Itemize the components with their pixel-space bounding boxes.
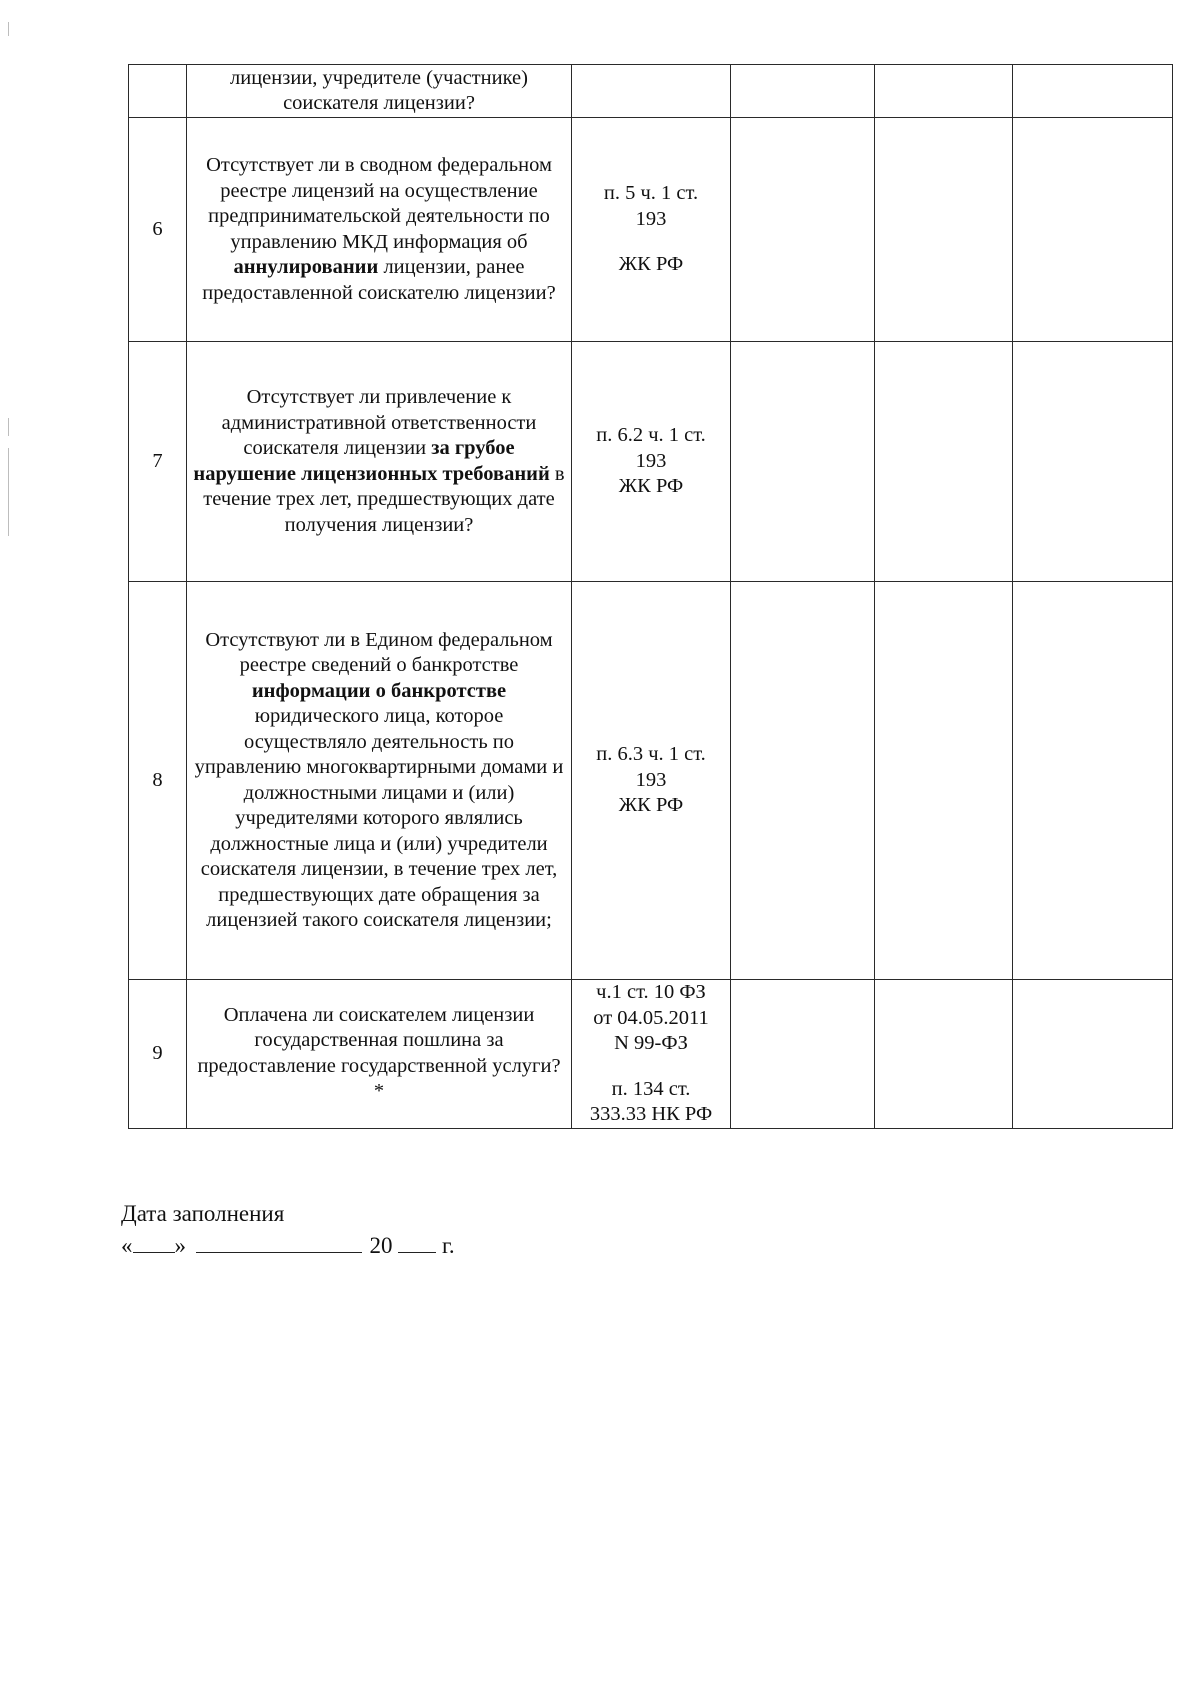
- question-cell: [187, 118, 572, 342]
- answer-cell[interactable]: [731, 980, 875, 1129]
- answer-cell[interactable]: [731, 118, 875, 342]
- legal-reference-cell: [572, 980, 731, 1129]
- answer-cell[interactable]: [875, 582, 1013, 980]
- notes-cell[interactable]: [1013, 980, 1173, 1129]
- question-emphasis: аннулировании: [233, 256, 379, 278]
- question-emphasis: за грубое нарушение лицензионных требований: [193, 437, 550, 485]
- fill-date-label: Дата заполнения: [121, 1201, 285, 1226]
- question-text: в течение трех лет, предшествующих дате получения лицензии?: [203, 462, 565, 536]
- row-number: 7: [152, 449, 163, 472]
- scan-margin-mark: [8, 418, 9, 436]
- legal-reference-cell: [572, 118, 731, 342]
- answer-cell[interactable]: [731, 65, 875, 118]
- year-prefix: 20: [369, 1233, 393, 1258]
- question-cell: [187, 342, 572, 582]
- table-row: [129, 342, 1173, 582]
- open-quote: «: [121, 1233, 133, 1258]
- question-text: Оплачена ли соискателем лицензии государственная пошлина за предоставление государственной услуги?*: [197, 1003, 561, 1103]
- answer-cell[interactable]: [875, 118, 1013, 342]
- question-text: лицензии, учредителе (участнике) соискателя лицензии?: [230, 66, 528, 114]
- row-number: 9: [152, 1042, 163, 1064]
- legal-reference-cell: [572, 65, 731, 118]
- reference-line: п. 134 ст.: [611, 1077, 691, 1100]
- row-number: 8: [152, 768, 163, 791]
- question-cell: [187, 980, 572, 1129]
- checklist-table: [128, 64, 1173, 1129]
- question-cell: [187, 582, 572, 980]
- answer-cell[interactable]: [875, 342, 1013, 582]
- reference-spacer: [578, 1057, 724, 1077]
- row-number-cell: [129, 980, 187, 1129]
- reference-line: п. 5 ч. 1 ст.: [603, 182, 699, 205]
- day-blank[interactable]: [133, 1230, 175, 1253]
- month-blank[interactable]: [196, 1230, 362, 1253]
- close-quote: »: [174, 1233, 186, 1258]
- question-text: Отсутствуют ли в Едином федеральном реестре сведений о банкротстве: [205, 628, 553, 676]
- question-text: Отсутствует ли привлечение к административной ответственности соискателя лицензии: [221, 386, 537, 459]
- reference-line: N 99-ФЗ: [614, 1032, 688, 1054]
- fill-date-block: [121, 1198, 455, 1262]
- question-text: лицензии, ранее предоставленной соискателю лицензии?: [202, 256, 556, 304]
- notes-cell[interactable]: [1013, 118, 1173, 342]
- notes-cell[interactable]: [1013, 342, 1173, 582]
- fill-date-line: [121, 1230, 455, 1262]
- question-text: юридического лица, которое осуществляло деятельность по управлению многоквартирными домами и должностными лицами и (или) учредителями которого являлись должностные лица и (или) учредители соискателя лицензии, в течение трех лет, предшествующих дате обращения за лицензией такого соискателя лицензии;: [194, 705, 564, 931]
- row-number-cell: [129, 342, 187, 582]
- answer-cell[interactable]: [731, 582, 875, 980]
- reference-line: ЖК РФ: [618, 475, 684, 498]
- table-row: [129, 118, 1173, 342]
- legal-reference-cell: [572, 582, 731, 980]
- question-text: Отсутствует ли в сводном федеральном реестре лицензий на осуществление предпринимательской деятельности по управлению МКД информация об: [206, 154, 552, 253]
- table-row: [129, 582, 1173, 980]
- row-number-cell: [129, 582, 187, 980]
- row-number-cell: [129, 65, 187, 118]
- reference-line: 193: [635, 207, 667, 230]
- question-emphasis: информации о банкротстве: [251, 679, 507, 702]
- reference-line: п. 6.2 ч. 1 ст.: [596, 424, 706, 447]
- reference-spacer: [578, 232, 724, 252]
- year-suffix: г.: [442, 1233, 455, 1258]
- reference-line: 193: [635, 768, 667, 791]
- reference-line: от 04.05.2011: [593, 1006, 709, 1029]
- reference-line: 333.33 НК РФ: [589, 1103, 713, 1125]
- reference-line: ЖК РФ: [618, 794, 684, 817]
- question-cell: [187, 65, 572, 118]
- reference-line: п. 6.3 ч. 1 ст.: [596, 743, 706, 766]
- reference-line: 193: [635, 449, 667, 472]
- year-blank[interactable]: [398, 1230, 436, 1253]
- reference-line: ч.1 ст. 10 ФЗ: [596, 981, 706, 1003]
- row-number: 6: [152, 217, 163, 240]
- reference-line: ЖК РФ: [618, 253, 684, 276]
- table-row: [129, 980, 1173, 1129]
- answer-cell[interactable]: [875, 980, 1013, 1129]
- scan-margin-mark: [8, 22, 9, 36]
- notes-cell[interactable]: [1013, 65, 1173, 118]
- row-number-cell: [129, 118, 187, 342]
- notes-cell[interactable]: [1013, 582, 1173, 980]
- scan-margin-mark: [8, 448, 9, 536]
- answer-cell[interactable]: [731, 342, 875, 582]
- legal-reference-cell: [572, 342, 731, 582]
- table-row: [129, 65, 1173, 118]
- answer-cell[interactable]: [875, 65, 1013, 118]
